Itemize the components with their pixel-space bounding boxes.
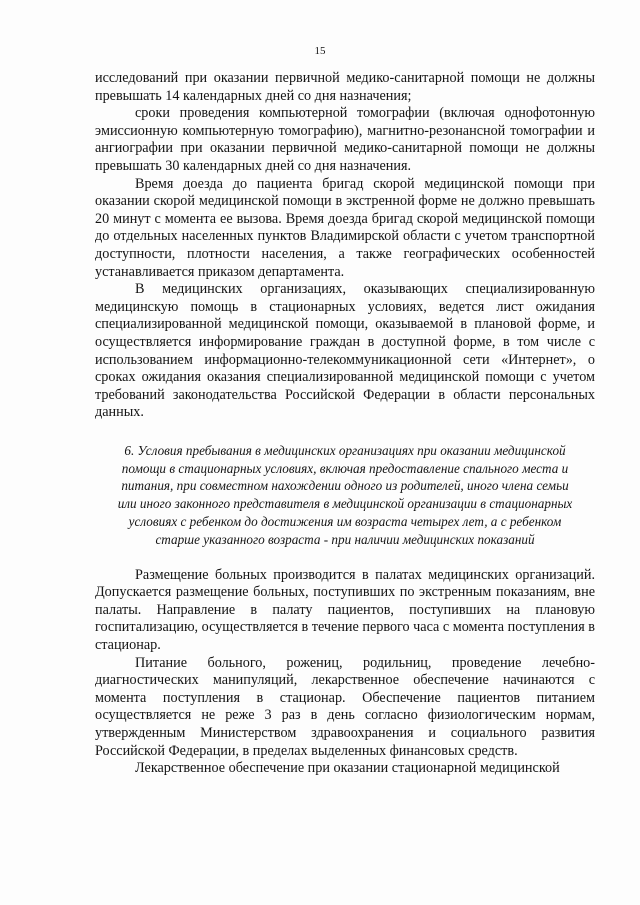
section-title: 6. Условия пребывания в медицинских организациях при оказании медицинской помощи в стационарных условиях, включая предоставление спального места и питания, при совместном нахождении одного из родителей, иного члена семьи или иного законного представителя в медицинской организации в стационарных условиях с ребенком до достижения им возраста четырех лет, а с ребенком старше указанного возраста - при наличии медицинских показаний bbox=[117, 442, 573, 547]
paragraph: В медицинских организациях, оказывающих специализированную медицинскую помощь в стационарных условиях, ведется лист ожидания специализированной медицинской помощи, оказываемой в плановой форме, и осуществляется информирование граждан в доступной форме, в том числе с использованием информационно-телекоммуникационной сети «Интернет», о сроках ожидания оказания специализированной медицинской помощи с учетом требований законодательства Российской Федерации в области персональных данных. bbox=[95, 281, 595, 421]
paragraph: сроки проведения компьютерной томографии (включая однофотонную эмиссионную компьютерную томографию), магнитно-резонансной томографии и ангиографии при оказании первичной медико-санитарной помощи не должны превышать 30 календарных дней со дня назначения. bbox=[95, 105, 595, 174]
paragraph: Время доезда до пациента бригад скорой медицинской помощи при оказании скорой медицинской помощи в экстренной форме не должно превышать 20 минут с момента ее вызова. Время доезда бригад скорой медицинской помощи до отдельных населенных пунктов Владимирской области с учетом транспортной доступности, плотности населения, а также географических особенностей устанавливается приказом департамента. bbox=[95, 175, 595, 280]
paragraph: исследований при оказании первичной медико-санитарной помощи не должны превышать 14 календарных дней со дня назначения; bbox=[95, 70, 595, 104]
document-body bbox=[95, 70, 595, 778]
paragraph: Лекарственное обеспечение при оказании стационарной медицинской bbox=[135, 760, 560, 777]
paragraph: Размещение больных производится в палатах медицинских организаций. Допускается размещение больных, поступивших по экстренным показаниям, вне палаты. Направление в палату пациентов, поступивших на плановую госпитализацию, осуществляется в течение первого часа с момента поступления в стационар. bbox=[95, 566, 596, 654]
page-number: 15 bbox=[314, 45, 326, 57]
paragraph: Питание больного, рожениц, родильниц, проведение лечебно-диагностических манипуляций, лекарственное обеспечение начинаются с момента поступления в стационар. Обеспечение пациентов питанием осуществляется не реже 3 раз в день согласно физиологическим нормам, утвержденным Министерством здравоохранения и социального развития Российской Федерации, в пределах выделенных финансовых средств. bbox=[95, 654, 595, 759]
